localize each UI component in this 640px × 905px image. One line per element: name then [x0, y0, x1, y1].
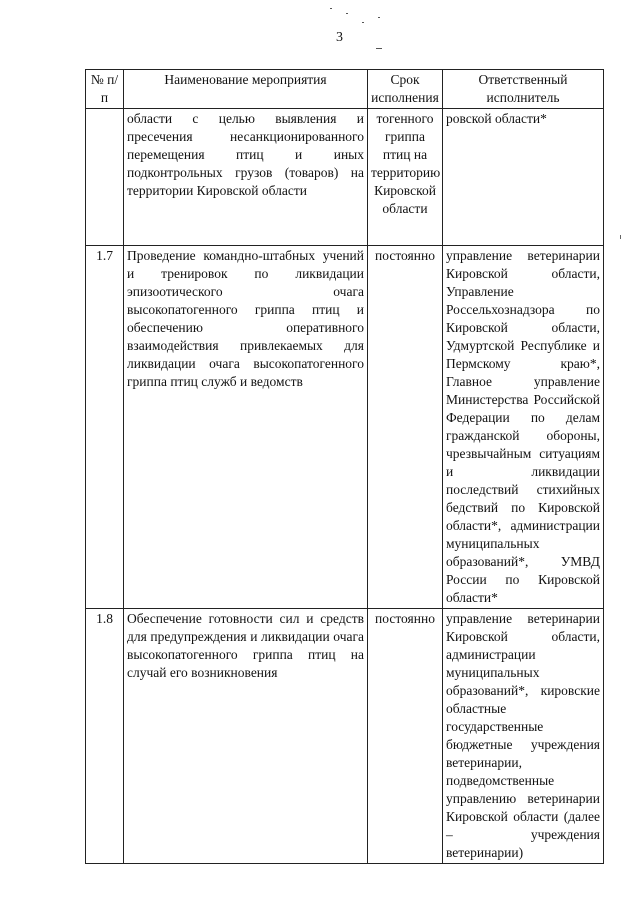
row-responsible: управление ветеринарии Кировской области, администрации муниципальных образований*, кировские областные государственные бюджетные учреждения ветеринарии, подведомственные управлению ветеринарии Кировской области (далее – учреждения ветеринарии) — [443, 609, 604, 864]
row-term: постоянно — [368, 246, 443, 609]
table-header-row — [86, 70, 604, 109]
table-row — [86, 246, 604, 609]
header-number: № п/п — [86, 70, 124, 109]
row-number: 1.7 — [86, 246, 124, 609]
table-row — [86, 609, 604, 864]
table-row — [86, 109, 604, 246]
row-name: Проведение командно-штабных учений и тренировок по ликвидации эпизоотического очага высокопатогенного гриппа птиц и обеспечению оперативного взаимодействия привлекаемых для ликвидации очага высокопатогенного гриппа птиц служб и ведомств — [124, 246, 368, 609]
header-name: Наименование мероприятия — [124, 70, 368, 109]
measures-table — [85, 69, 604, 864]
header-responsible: Ответственный исполнитель — [443, 70, 604, 109]
row-number — [86, 109, 124, 246]
page-number: 3 — [336, 30, 343, 45]
row-responsible: управление ветеринарии Кировской области, Управление Россельхознадзора по Кировской области, Удмуртской Республике и Пермскому краю*, Главное управление Министерства Российской Федерации по делам гражданской обороны, чрезвычайным ситуациям и ликвидации последствий стихийных бедствий по Кировской области*, администрации муниципальных образований*, УМВД России по Кировской области* — [443, 246, 604, 609]
row-term: тогенного гриппа птиц на территорию Кировской области — [368, 109, 443, 246]
margin-mark — [620, 235, 621, 239]
header-term: Срок исполнения — [368, 70, 443, 109]
row-name: Обеспечение готовности сил и средств для предупреждения и ликвидации очага высокопатогенного гриппа птиц на случай его возникновения — [124, 609, 368, 864]
row-term: постоянно — [368, 609, 443, 864]
row-name: области с целью выявления и пресечения несанкционированного перемещения птиц и иных подконтрольных грузов (товаров) на территории Кировской области — [124, 109, 368, 246]
row-number: 1.8 — [86, 609, 124, 864]
row-responsible: ровской области* — [443, 109, 604, 246]
